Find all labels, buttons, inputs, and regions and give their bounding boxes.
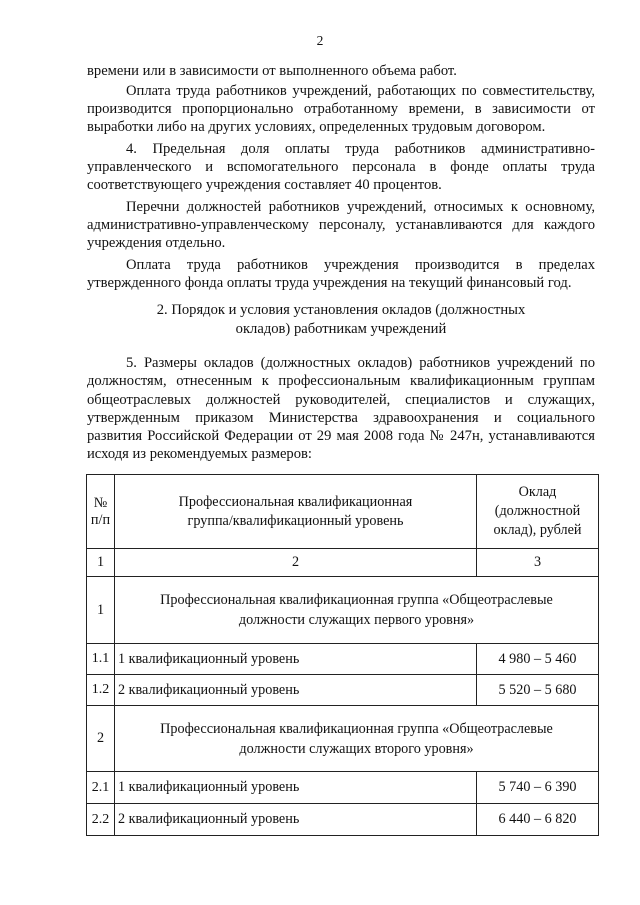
level-num: 2.1 [87,772,115,804]
group-title-line1: Профессиональная квалификационная группа «Общеотраслевые [160,592,553,608]
group-title [115,577,599,644]
header-group-line1: Профессиональная квалификационная [178,493,413,510]
group-title-line2: должности служащих первого уровня» [238,612,475,628]
table-header-row [87,475,599,549]
level-name: 1 квалификационный уровень [115,644,477,675]
table-row [87,675,599,706]
table-row [87,804,599,836]
group-row [87,577,599,644]
header-group [115,475,477,549]
level-num: 2.2 [87,804,115,836]
body-text-top [87,62,595,292]
header-num: № п/п [87,475,115,549]
column-number: 2 [115,549,477,577]
level-name: 1 квалификационный уровень [115,772,477,804]
section-heading-line2: окладов) работникам учреждений [235,321,447,337]
column-number-row [87,549,599,577]
group-row [87,706,599,772]
level-num: 1.1 [87,644,115,675]
section-heading-line1: 2. Порядок и условия установления окладов (должностных [156,302,526,318]
header-group-line2: группа/квалификационный уровень [187,512,404,529]
paragraph-item-4: 4. Предельная доля оплаты труда работников административно-управленческого и вспомогательного персонала в фонде оплаты труда соответствующего учреждения составляет 40 процентов. [87,141,595,193]
header-salary: Оклад (должностной оклад), рублей [477,475,599,549]
paragraph-continuation: времени или в зависимости от выполненного объема работ. [87,63,457,79]
column-number: 1 [87,549,115,577]
section-heading [87,301,595,339]
group-title-line2: должности служащих второго уровня» [239,740,474,757]
page-number: 2 [316,33,324,48]
table-row [87,644,599,675]
level-name: 2 квалификационный уровень [115,804,477,836]
level-num: 1.2 [87,675,115,706]
paragraph-wage-fund: Оплата труда работников учреждения производится в пределах утвержденного фонда оплаты труда учреждения на текущий финансовый год. [87,257,595,291]
paragraph-part-time: Оплата труда работников учреждений, работающих по совместительству, производится пропорционально отработанному времени, в зависимости от выработки либо на других условиях, определенных трудовым договором. [87,83,595,135]
table-row [87,772,599,804]
salary-range: 6 440 – 6 820 [477,804,599,836]
paragraph-item-5: 5. Размеры окладов (должностных окладов) работников учреждений по должностям, отнесенным к профессиональным квалификационным группам общеотраслевых должностей руководителей, специалистов и служащих, утвержденным приказом Министерства здравоохранения и социального развития Российской Федерации от 29 мая 2008 года № 247н, устанавливаются исходя из рекомендуемых размеров: [87,355,595,463]
salary-range: 5 740 – 6 390 [477,772,599,804]
intro-section [87,354,595,464]
group-title-line1: Профессиональная квалификационная группа «Общеотраслевые [160,720,553,737]
group-num: 2 [87,706,115,772]
level-name: 2 квалификационный уровень [115,675,477,706]
column-number: 3 [477,549,599,577]
group-title [115,706,599,772]
salary-range: 4 980 – 5 460 [477,644,599,675]
paragraph-position-lists: Перечни должностей работников учреждений, относимых к основному, административно-управленческому персоналу, устанавливаются для каждого учреждения отдельно. [87,199,595,251]
salary-table [86,474,599,836]
group-num: 1 [87,577,115,644]
salary-range: 5 520 – 5 680 [477,675,599,706]
